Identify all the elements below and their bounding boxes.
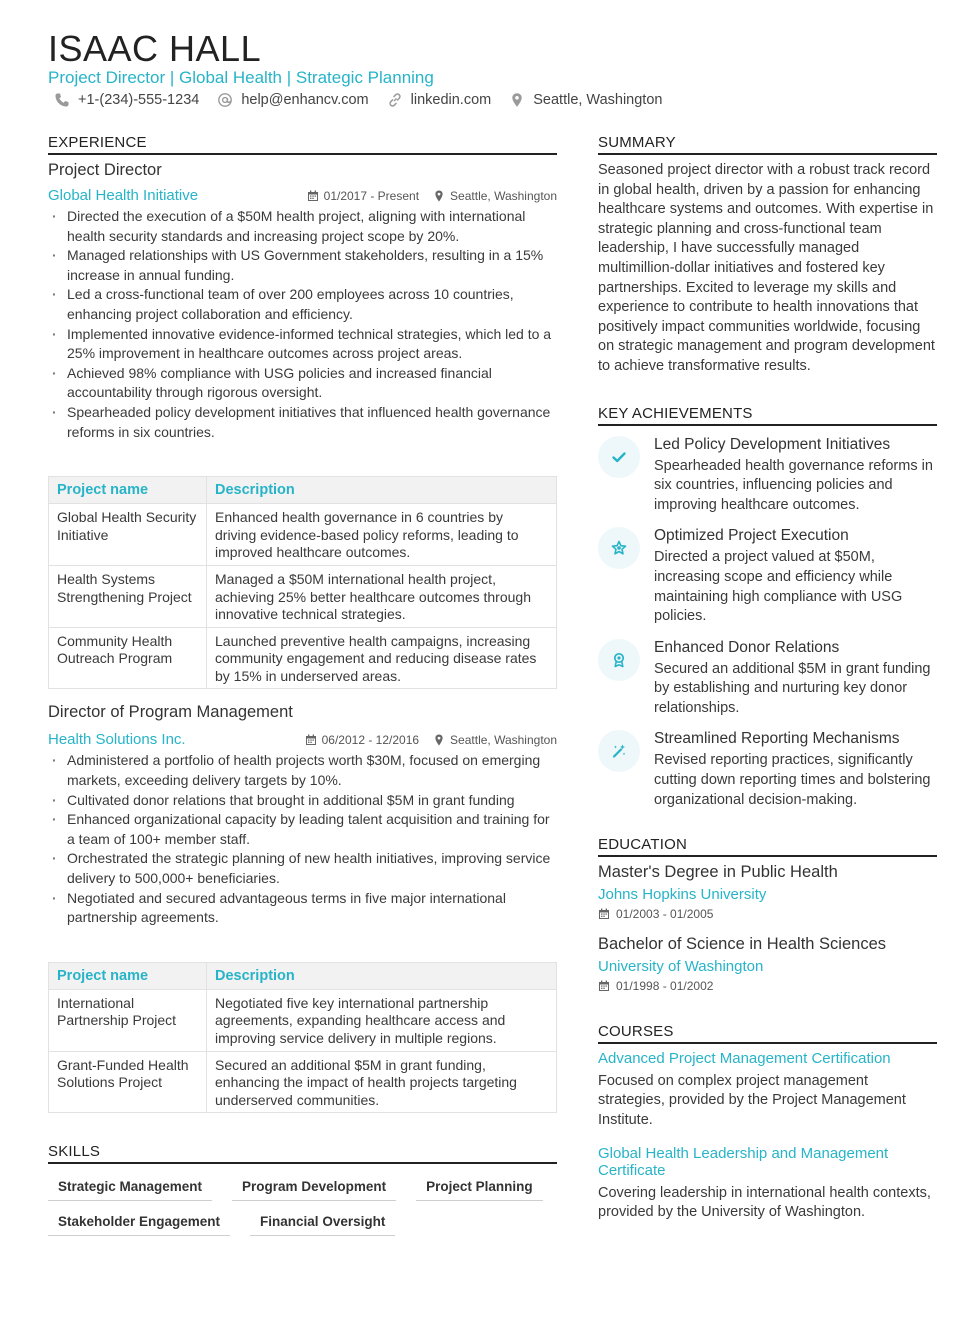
calendar-icon (598, 980, 610, 992)
education-item (598, 863, 937, 921)
project-description-cell: Enhanced health governance in 6 countries by driving evidence-based policy reforms, leading to improved healthcare outcomes. (207, 504, 557, 566)
job-role: Director of Program Management (48, 703, 293, 722)
project-description-cell: Launched preventive health campaigns, increasing community engagement and reducing disease rates by 15% in underserved areas. (207, 627, 557, 689)
star-icon (598, 527, 640, 569)
job-location (433, 189, 557, 203)
project-name-cell: Grant-Funded Health Solutions Project (49, 1051, 207, 1113)
courses-section (598, 1023, 937, 1222)
education-item (598, 935, 937, 993)
achievement-title: Streamlined Reporting Mechanisms (654, 730, 900, 748)
achievement-title: Enhanced Donor Relations (654, 638, 840, 656)
job-company-row (48, 731, 557, 748)
course-desc: Focused on complex project management strategies, provided by the Project Management Institute. (598, 1072, 906, 1128)
location-text: Seattle, Washington (533, 92, 663, 108)
achievement-title: Optimized Project Execution (654, 527, 849, 545)
project-name-cell: International Partnership Project (49, 989, 207, 1051)
contact-phone (54, 92, 199, 108)
course-item (598, 1050, 937, 1130)
job-location-text: Seattle, Washington (450, 188, 557, 203)
job-company-row (48, 187, 557, 204)
project-name-cell: Global Health Security Initiative (49, 504, 207, 566)
contact-email[interactable] (217, 92, 368, 108)
education-dates (598, 907, 937, 921)
job-bullet: · Led a cross-functional team of over 200 employees across 10 countries, enhancing project collaboration and efficiency. (48, 285, 557, 324)
skills-section (48, 1143, 557, 1236)
email-text[interactable]: help@enhancv.com (241, 92, 369, 108)
job-entry (48, 703, 557, 1113)
job-bullet: · Orchestrated the strategic planning of new health initiatives, improving service delivery to 500,000+ beneficiaries. (48, 849, 557, 888)
calendar-icon (305, 734, 317, 746)
project-description-cell: Secured an additional $5M in grant funding, enhancing the impact of health projects targeting underserved communities. (207, 1051, 557, 1113)
calendar-icon (598, 908, 610, 920)
education-heading: EDUCATION (598, 836, 937, 857)
course-name: Advanced Project Management Certification (598, 1050, 891, 1068)
table-row (49, 627, 557, 689)
education-section (598, 836, 937, 993)
project-table (48, 962, 557, 1114)
job-location (433, 733, 557, 747)
achievement-desc: Revised reporting practices, significantly cutting down reporting times and bolstering organizational decision-making. (654, 752, 931, 808)
link-icon (387, 92, 403, 108)
school-name: University of Washington (598, 958, 764, 976)
achievement-desc: Spearheaded health governance reforms in six countries, influencing policies and improving healthcare outcomes. (654, 457, 933, 513)
right-column (598, 134, 937, 1223)
left-column (48, 134, 557, 1236)
job-dates-text: 01/2017 - Present (323, 188, 420, 203)
job-bullet: · Negotiated and secured advantageous terms in five major international partnership agreements. (48, 889, 557, 928)
course-desc: Covering leadership in international health contexts, provided by the University of Washington. (598, 1184, 931, 1221)
location-pin-icon (433, 734, 445, 746)
column-header-project-name: Project name (49, 477, 207, 504)
education-dates-text: 01/1998 - 01/2002 (616, 979, 714, 994)
job-bullet: · Achieved 98% compliance with USG policies and increased financial accountability through rigorous oversight. (48, 364, 557, 403)
courses-heading: COURSES (598, 1023, 937, 1044)
project-description-cell: Negotiated five key international partnership agreements, expanding healthcare access and improving service delivery in multiple regions. (207, 989, 557, 1051)
check-icon (598, 436, 640, 478)
education-dates (598, 979, 937, 993)
location-pin-icon (509, 92, 525, 108)
experience-heading: EXPERIENCE (48, 134, 557, 155)
contact-bar (54, 92, 662, 108)
table-row (49, 565, 557, 627)
job-dates-text: 06/2012 - 12/2016 (321, 732, 420, 747)
table-row (49, 1051, 557, 1113)
job-role: Project Director (48, 161, 162, 179)
achievements-section (598, 405, 937, 811)
skills-list (48, 1176, 557, 1236)
column-header-description: Description (207, 477, 557, 504)
skill-tag: Program Development (232, 1176, 396, 1201)
award-icon (598, 639, 640, 681)
achievement-item (598, 730, 937, 810)
achievement-item (598, 436, 937, 516)
job-bullet: · Enhanced organizational capacity by leading talent acquisition and training for a team of 100+ member staff. (48, 810, 557, 849)
job-bullet: · Spearheaded policy development initiatives that influenced health governance reforms in six countries. (48, 403, 557, 442)
project-table (48, 476, 557, 689)
job-entry (48, 161, 557, 689)
job-company: Global Health Initiative (48, 187, 199, 204)
contact-linkedin[interactable] (387, 92, 492, 108)
column-header-description: Description (207, 962, 557, 989)
school-name: Johns Hopkins University (598, 886, 767, 904)
project-name-cell: Health Systems Strengthening Project (49, 565, 207, 627)
achievement-item (598, 527, 937, 626)
job-dates (307, 189, 419, 203)
education-dates-text: 01/2003 - 01/2005 (616, 907, 714, 922)
contact-location (509, 92, 662, 108)
at-icon (217, 92, 233, 108)
job-bullets (48, 751, 557, 927)
job-bullets (48, 207, 557, 442)
job-meta (305, 733, 557, 747)
job-meta (307, 189, 557, 203)
job-location-text: Seattle, Washington (450, 732, 557, 747)
magic-wand-icon (598, 730, 640, 772)
degree-title: Master's Degree in Public Health (598, 863, 838, 882)
calendar-icon (307, 190, 319, 202)
job-bullet: · Directed the execution of a $50M health project, aligning with international health security standards and increasing project scope by 20%. (48, 207, 557, 246)
summary-text: Seasoned project director with a robust track record in global health, driven by a passion for enhancing healthcare systems and outcomes. With expertise in strategic planning and cross-functional team leadership, I have successfully managed multimillion-dollar initiatives and fostered key partnerships. Excited to leverage my skills and experience to contribute to health innovations that positively impact communities worldwide, focusing on strategic management and program development to achieve transformative results. (598, 162, 935, 374)
column-header-project-name: Project name (49, 962, 207, 989)
degree-title: Bachelor of Science in Health Sciences (598, 935, 886, 954)
skill-tag: Financial Oversight (250, 1211, 395, 1236)
project-name-cell: Community Health Outreach Program (49, 627, 207, 689)
project-description-cell: Managed a $50M international health project, achieving 25% better healthcare outcomes through innovative technical strategies. (207, 565, 557, 627)
job-bullet: · Managed relationships with US Government stakeholders, resulting in a 15% increase in annual funding. (48, 246, 557, 285)
skill-tag: Project Planning (416, 1176, 543, 1201)
phone-text: +1-(234)-555-1234 (78, 92, 200, 108)
table-header-row (49, 477, 557, 504)
job-bullet: · Implemented innovative evidence-informed technical strategies, which led to a 25% improvement in healthcare outcomes across project areas. (48, 325, 557, 364)
job-bullet: · Administered a portfolio of health projects worth $30M, focused on emerging markets, exceeding delivery targets by 10%. (48, 751, 557, 790)
course-name: Global Health Leadership and Management Certificate (598, 1144, 889, 1180)
location-pin-icon (433, 190, 445, 202)
table-header-row (49, 962, 557, 989)
achievement-title: Led Policy Development Initiatives (654, 435, 891, 453)
table-row (49, 504, 557, 566)
summary-heading: SUMMARY (598, 134, 937, 155)
job-dates (305, 733, 419, 747)
candidate-title: Project Director | Global Health | Strategic Planning (48, 68, 434, 87)
achievement-desc: Secured an additional $5M in grant funding by establishing and nurturing key donor relationships. (654, 660, 931, 716)
table-row (49, 989, 557, 1051)
candidate-name: ISAAC HALL (48, 28, 262, 69)
course-item (598, 1145, 937, 1223)
achievement-item (598, 639, 937, 719)
job-bullet: · Cultivated donor relations that brought in additional $5M in grant funding (48, 791, 557, 811)
achievement-desc: Directed a project valued at $50M, increasing scope and efficiency while maintaining high compliance with USG policies. (654, 549, 903, 625)
job-company: Health Solutions Inc. (48, 731, 186, 749)
phone-icon (54, 92, 70, 108)
skill-tag: Strategic Management (48, 1176, 212, 1201)
skill-tag: Stakeholder Engagement (48, 1211, 230, 1236)
linkedin-text[interactable]: linkedin.com (410, 92, 492, 108)
skills-heading: SKILLS (48, 1143, 557, 1164)
achievements-heading: KEY ACHIEVEMENTS (598, 405, 937, 426)
